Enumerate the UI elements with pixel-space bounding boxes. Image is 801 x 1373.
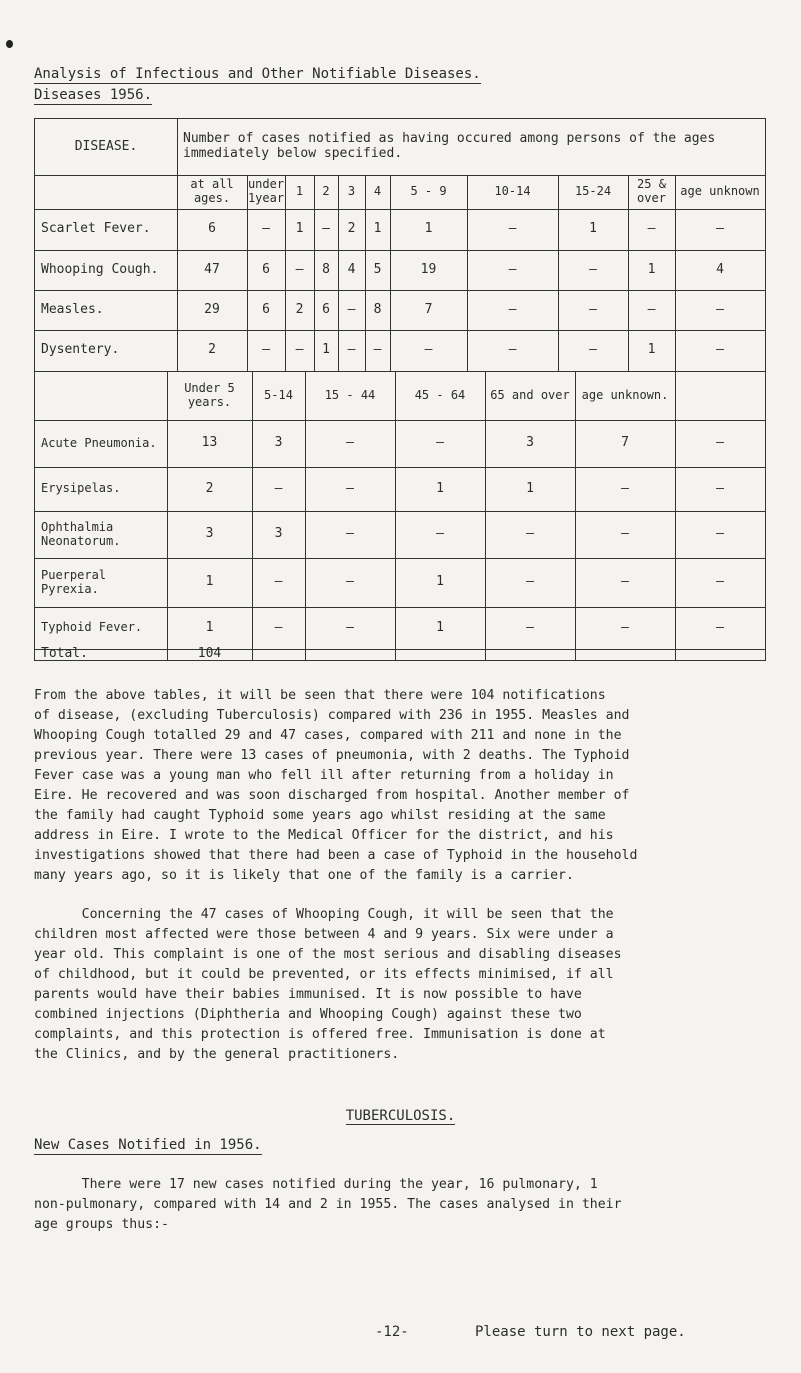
- age-header: 5 - 9: [410, 184, 447, 199]
- age-header: 5-14: [264, 387, 293, 402]
- table-value: 1: [205, 619, 214, 635]
- punch-hole-mark: [6, 40, 13, 48]
- table-value: 13: [201, 435, 218, 451]
- age-header: 4: [373, 184, 382, 199]
- disease-name: Measles.: [41, 301, 104, 317]
- table-value: –: [716, 435, 724, 451]
- table-value: 6: [262, 301, 270, 317]
- table-value: –: [295, 261, 304, 277]
- age-column-description: Number of cases notified as having occured among persons of the ages immediately below specified.: [183, 131, 716, 161]
- age-header: 3: [347, 184, 356, 199]
- table-value: –: [373, 342, 382, 358]
- age-header: 65 and over: [490, 387, 570, 402]
- table-value: –: [346, 480, 354, 496]
- table-value: –: [647, 221, 656, 237]
- table-value: –: [716, 221, 724, 237]
- table-value: –: [621, 480, 629, 496]
- table-value: –: [621, 619, 629, 635]
- age-header: 2: [322, 184, 330, 199]
- age-header: 25 & over: [637, 177, 666, 205]
- table-value: –: [621, 526, 629, 542]
- disease-name: Scarlet Fever.: [41, 221, 151, 237]
- table-value: 1: [424, 221, 433, 237]
- table-value: –: [262, 221, 270, 237]
- table-value: 4: [716, 261, 724, 277]
- age-header: under 1year: [247, 177, 285, 205]
- table-value: 7: [424, 301, 433, 317]
- table-value: –: [274, 619, 283, 635]
- table-value: –: [347, 342, 356, 358]
- disease-name: Acute Pneumonia.: [41, 435, 157, 450]
- table-value: –: [322, 221, 330, 237]
- age-header: 15 - 44: [324, 387, 376, 402]
- table-value: –: [508, 221, 517, 237]
- table-value: –: [274, 480, 283, 496]
- table-value: –: [347, 301, 356, 317]
- table-value: –: [589, 301, 597, 317]
- table-value: 29: [204, 301, 220, 317]
- table-value: 2: [347, 221, 356, 237]
- table-value: 1: [647, 342, 656, 358]
- disease-name: Typhoid Fever.: [41, 620, 143, 635]
- table-value: 2: [208, 342, 216, 358]
- age-header: 15-24: [574, 184, 612, 199]
- table-value: –: [589, 342, 597, 358]
- table-value: 2: [295, 301, 304, 317]
- table-value: 1: [436, 574, 444, 590]
- table-value: 1: [589, 221, 597, 237]
- table-value: 1: [526, 480, 534, 496]
- table-value: –: [436, 526, 444, 542]
- disease-column-header: DISEASE.: [74, 138, 138, 154]
- table-value: –: [716, 480, 724, 496]
- table-value: –: [346, 574, 354, 590]
- table-value: 6: [208, 221, 216, 237]
- page-title: Analysis of Infectious and Other Notifiable Diseases.: [34, 66, 481, 82]
- table-value: 8: [322, 261, 330, 277]
- age-header: age unknown: [680, 184, 760, 199]
- table-value: –: [346, 526, 354, 542]
- table-value: –: [589, 261, 597, 277]
- tuberculosis-heading: TUBERCULOSIS.: [345, 1108, 456, 1124]
- diseases-table: [34, 118, 766, 661]
- table-value: –: [346, 619, 354, 635]
- table-value: 1: [647, 261, 656, 277]
- paragraph-whooping-cough: Concerning the 47 cases of Whooping Cough, it will be seen that the children most affected were those between 4 and 9 years. Six were under a year old. This complaint is one of the most serious and disabling diseases of childhood, but it could be prevented, or its effects minimised, if all parents would have their babies immunised. It is now possible to have combined injections (Diphtheria and Whooping Cough) against these two complaints, and this protection is offered free. Immunisation is done at the Clinics, and by the general practitioners.: [34, 907, 622, 1062]
- table-value: –: [274, 574, 283, 590]
- table-value: –: [621, 574, 629, 590]
- table-value: 6: [262, 261, 270, 277]
- age-header: age unknown.: [581, 387, 669, 402]
- table-value: 8: [373, 301, 382, 317]
- total-label: Total.: [41, 646, 88, 662]
- table-value: 7: [621, 435, 629, 451]
- table-value: 1: [295, 221, 304, 237]
- turn-page-note: Please turn to next page.: [475, 1324, 686, 1340]
- page-subtitle: Diseases 1956.: [34, 87, 153, 103]
- table-value: –: [508, 301, 517, 317]
- table-value: 1: [373, 221, 382, 237]
- table-value: –: [716, 619, 724, 635]
- table-value: –: [436, 435, 444, 451]
- table-value: –: [508, 342, 517, 358]
- table-value: –: [346, 435, 354, 451]
- table-value: 3: [274, 435, 283, 451]
- table-value: 6: [322, 301, 330, 317]
- age-header: 1: [295, 184, 304, 199]
- disease-name: Dysentery.: [41, 342, 120, 358]
- table-value: 1: [436, 480, 444, 496]
- disease-name: Erysipelas.: [41, 481, 121, 496]
- age-header: 10-14: [494, 184, 531, 199]
- disease-name: Whooping Cough.: [41, 261, 159, 277]
- age-header: 45 - 64: [414, 387, 466, 402]
- table-value: –: [716, 301, 724, 317]
- table-value: –: [262, 342, 270, 358]
- paragraph-summary: From the above tables, it will be seen that there were 104 notifications of disease, (excluding Tuberculosis) compared with 236 in 1955. Measles and Whooping Cough totalled 29 and 47 cases, compared with 211 and none in the previous year. There were 13 cases of pneumonia, with 2 deaths. The Typhoid Fever case was a young man who fell ill after returning from a holiday in Eire. He recovered and was soon discharged from hospital. Another member of the family had caught Typhoid some years ago whilst residing at the same address in Eire. I wrote to the Medical Officer for the district, and his investigations showed that there had been a case of Typhoid in the household many years ago, so it is likely that one of the family is a carrier.: [34, 688, 638, 883]
- table-value: –: [295, 342, 304, 358]
- table-value: –: [526, 619, 534, 635]
- table-value: 1: [205, 574, 214, 590]
- table-value: 47: [204, 261, 220, 277]
- table-value: –: [424, 342, 433, 358]
- table-value: 19: [420, 261, 437, 277]
- table-value: –: [526, 574, 534, 590]
- disease-name: Ophthalmia Neonatorum.: [41, 519, 121, 548]
- table-value: 1: [322, 342, 330, 358]
- table-value: 1: [436, 619, 444, 635]
- table-value: 4: [347, 261, 356, 277]
- age-header: at all ages.: [190, 177, 234, 205]
- table-value: 3: [205, 526, 214, 542]
- paragraph-tuberculosis: There were 17 new cases notified during the year, 16 pulmonary, 1 non-pulmonary, compared with 14 and 2 in 1955. The cases analysed in their age groups thus:-: [34, 1177, 622, 1232]
- age-header: Under 5 years.: [184, 380, 235, 409]
- table-value: 3: [274, 526, 283, 542]
- table-value: 5: [373, 261, 382, 277]
- table-value: 3: [526, 435, 534, 451]
- page-number: -12-: [375, 1324, 409, 1340]
- table-value: –: [716, 342, 724, 358]
- table-value: –: [508, 261, 517, 277]
- table-value: –: [526, 526, 534, 542]
- table-value: –: [716, 526, 724, 542]
- table-value: –: [647, 301, 656, 317]
- tuberculosis-subheading: New Cases Notified in 1956.: [34, 1137, 262, 1153]
- table-value: 2: [205, 480, 214, 496]
- total-value: 104: [197, 646, 222, 662]
- disease-name: Puerperal Pyrexia.: [41, 567, 107, 596]
- table-value: –: [716, 574, 724, 590]
